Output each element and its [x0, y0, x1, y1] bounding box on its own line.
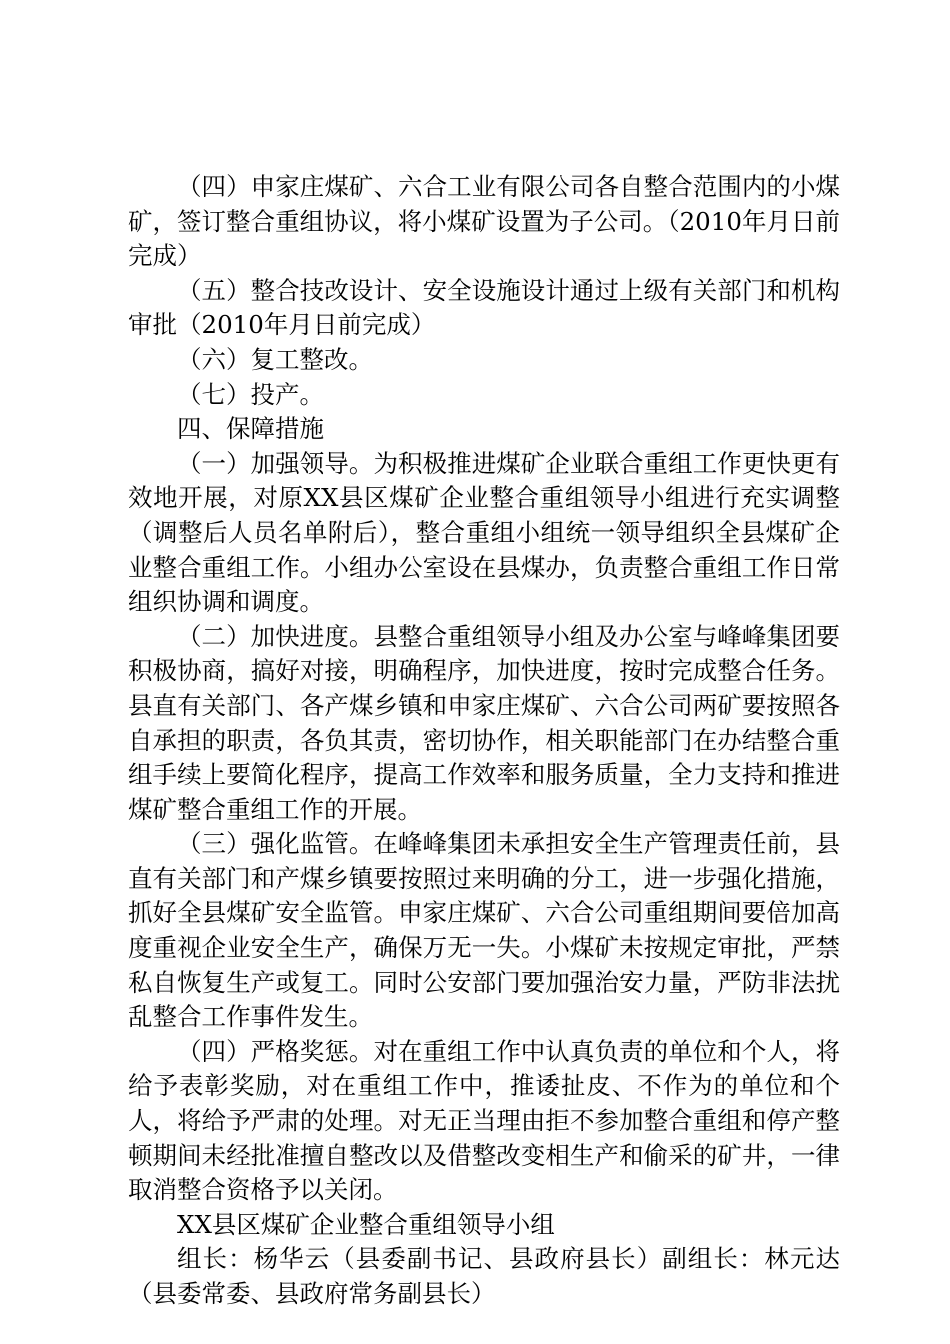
paragraph-accelerate-progress: （二）加快进度。县整合重组领导小组及办公室与峰峰集团要积极协商，搞好对接，明确程序，加快进度，按时完成整合任务。县直有关部门、各产煤乡镇和申家庄煤矿、六合公司两矿要按照各自承担的职责，各负其责，密切协作，相关职能部门在办结整合重组手续上要简化程序，提高工作效率和服务质量，全力支持和推进煤矿整合重组工作的开展。	[128, 621, 840, 824]
paragraph-strengthen-supervision: （三）强化监管。在峰峰集团未承担安全生产管理责任前，县直有关部门和产煤乡镇要按照过来明确的分工，进一步强化措施，抓好全县煤矿安全监管。申家庄煤矿、六合公司重组期间要倍加高度重视企业安全生产，确保万无一失。小煤矿未按规定审批，严禁私自恢复生产或复工。同时公安部门要加强治安力量，严防非法扰乱整合工作事件发生。	[128, 829, 840, 1032]
leadership-group-members: 组长：杨华云（县委副书记、县政府县长）副组长：林元达（县委常委、县政府常务副县长）	[128, 1244, 840, 1308]
leadership-group-title: XX县区煤矿企业整合重组领导小组	[177, 1209, 555, 1239]
paragraph-strengthen-leadership: （一）加强领导。为积极推进煤矿企业联合重组工作更快更有效地开展，对原XX县区煤矿企业整合重组领导小组进行充实调整（调整后人员名单附后），整合重组小组统一领导组织全县煤矿企业整合重组工作。小组办公室设在县煤办，负责整合重组工作日常组织协调和调度。	[128, 448, 840, 617]
paragraph-production: （七）投产。	[177, 379, 324, 409]
document-page	[128, 170, 840, 1312]
section-heading-safeguards: 四、保障措施	[177, 414, 324, 444]
paragraph-merger-agreement: （四）申家庄煤矿、六合工业有限公司各自整合范围内的小煤矿，签订整合重组协议，将小煤矿设置为子公司。（2010年月日前完成）	[128, 172, 840, 271]
paragraph-resume-rectification: （六）复工整改。	[177, 344, 373, 374]
paragraph-rewards-penalties: （四）严格奖惩。对在重组工作中认真负责的单位和个人，将给予表彰奖励，对在重组工作中，推诿扯皮、不作为的单位和个人，将给予严肃的处理。对无正当理由拒不参加整合重组和停产整顿期间未经批准擅自整改以及借整改变相生产和偷采的矿井，一律取消整合资格予以关闭。	[128, 1036, 840, 1205]
paragraph-design-approval: （五）整合技改设计、安全设施设计通过上级有关部门和机构审批（2010年月日前完成）	[128, 275, 840, 340]
